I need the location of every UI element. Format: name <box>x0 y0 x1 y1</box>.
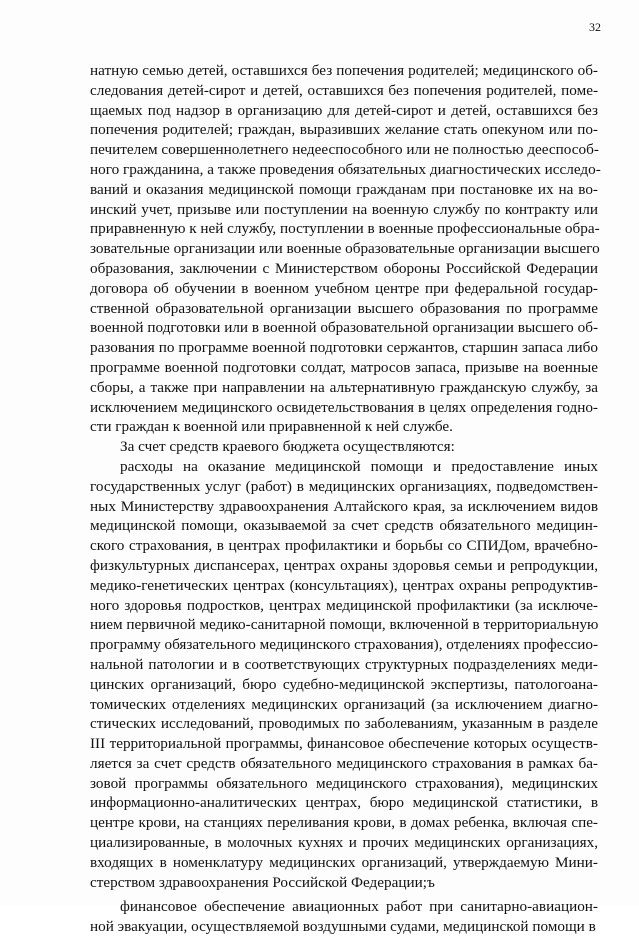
text-line: финансовое обеспечение авиационных работ при санитарно-авиацион- <box>120 898 598 916</box>
text-line: договора об обучении в военном учебном центре при федеральной государ- <box>90 279 598 297</box>
text-line: информационно-аналитических центрах, бюро медицинской статистики, в <box>90 794 598 812</box>
text-line: сти граждан к военной или приравненной к ней службе. <box>90 418 453 436</box>
text-line: расходы на оказание медицинской помощи и предоставление иных <box>120 457 598 475</box>
text-line: медико-генетических центрах (консультациях), центрах охраны репродуктив- <box>90 576 598 594</box>
text-line: сборы, а также при направлении на альтернативную гражданскую службу, за <box>90 378 598 396</box>
text-line: военной подготовки или в военной образовательной организации высшего об- <box>90 319 598 337</box>
text-line: печителем совершеннолетнего недееспособного или не полностью дееспособ- <box>90 141 599 159</box>
text-line: циализированные, в молочных кухнях и прочих медицинских организациях, <box>90 834 598 852</box>
paragraph <box>90 61 601 437</box>
text-line: нальной патологии и в соответствующих структурных подразделениях меди- <box>90 655 598 673</box>
text-line: инский учет, призыве или поступлении на военную службу по контракту или <box>90 200 598 218</box>
document-body <box>90 61 601 937</box>
paragraph <box>90 457 598 893</box>
text-line: III территориальной программы, финансовое обеспечение которых осуществ- <box>90 735 598 753</box>
text-line: цинских организаций, бюро судебно-медицинской экспертизы, патологоана- <box>90 675 598 693</box>
text-line: образования, заключении с Министерством обороны Российской Федерации <box>90 259 598 277</box>
text-line: следования детей-сирот и детей, оставшихся без попечения родителей, поме- <box>90 81 598 99</box>
text-line: стерством здравоохранения Российской Федерации;ъ <box>90 873 435 891</box>
text-line: приравненную к ней службу, поступлении в военные профессиональные обра- <box>90 220 600 238</box>
paragraph <box>90 897 598 937</box>
text-line: программе военной подготовки солдат, матросов запаса, призыве на военные <box>90 358 598 376</box>
paragraph <box>90 437 598 457</box>
text-line: зовой программы обязательного медицинского страхования), медицинских <box>90 774 598 792</box>
text-line: государственных услуг (работ) в медицинских организациях, подведомствен- <box>90 477 598 495</box>
text-line: исключением медицинского освидетельствования в целях определения годно- <box>90 398 598 416</box>
text-line: ного здоровья подростков, центрах медицинской профилактики (за исключе- <box>90 596 598 614</box>
text-line: томических отделениях медицинских организаций (за исключением диагно- <box>90 695 598 713</box>
page-number: 32 <box>589 20 601 34</box>
text-line: ского страхования, в центрах профилактики и борьбы со СПИДом, врачебно- <box>90 537 598 555</box>
text-line: стических исследований, проводимых по заболеваниям, указанным в разделе <box>90 715 598 733</box>
text-line: За счет средств краевого бюджета осуществляются: <box>120 438 455 456</box>
text-line: физкультурных диспансерах, центрах охраны здоровья семьи и репродукции, <box>90 556 598 574</box>
text-line: щаемых под надзор в организацию для детей-сирот и детей, оставшихся без <box>90 101 598 119</box>
text-line: программу обязательного медицинского страхования), отделениях профессио- <box>90 636 599 654</box>
text-line: медицинской помощи, оказываемой за счет средств обязательного медицин- <box>90 517 598 535</box>
text-line: ваний и оказания медицинской помощи гражданам при постановке их на во- <box>90 180 598 198</box>
text-line: нием первичной медико-санитарной помощи, включенной в территориальную <box>90 616 599 634</box>
text-line: входящих в номенклатуру медицинских организаций, утверждаемую Мини- <box>90 853 598 871</box>
text-line: попечения родителей; граждан, выразивших желание стать опекуном или по- <box>90 121 598 139</box>
text-line: зовательные организации или военные образовательные организации высшего <box>90 240 600 258</box>
text-line: ственной образовательной организации высшего образования по программе <box>90 299 598 317</box>
text-line: ной эвакуации, осуществляемой воздушными судами, медицинской помощи в <box>90 918 596 936</box>
text-line: центре крови, на станциях переливания крови, в домах ребенка, включая спе- <box>90 814 598 832</box>
text-line: ляется за счет средств обязательного медицинского страхования в рамках ба- <box>90 754 598 772</box>
text-line: разования по программе военной подготовки сержантов, старшин запаса либо <box>90 339 598 357</box>
text-line: ных Министерству здравоохранения Алтайского края, за исключением видов <box>90 497 598 515</box>
text-line: натную семью детей, оставшихся без попечения родителей; медицинского об- <box>90 62 598 79</box>
text-line: ного гражданина, а также проведения обязательных диагностических исследо- <box>90 160 601 178</box>
